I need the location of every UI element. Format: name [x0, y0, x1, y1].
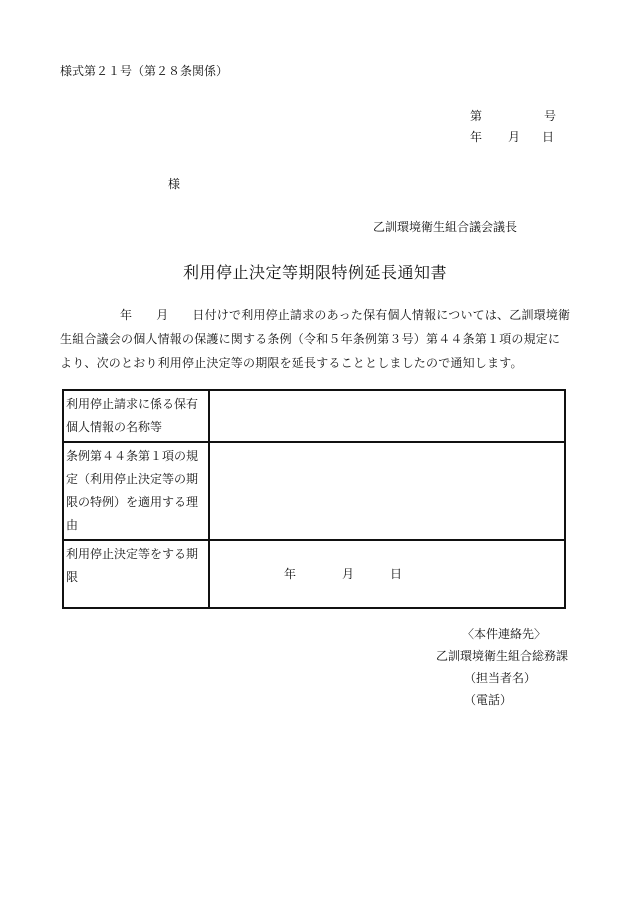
table-row — [63, 442, 565, 540]
date-month: 月 — [508, 130, 521, 144]
row-label: 利用停止決定等をする期限 — [63, 540, 209, 608]
deadline-value — [209, 540, 565, 608]
sender: 乙訓環境衛生組合議会議長 — [373, 220, 518, 234]
deadline-year: 年 — [284, 566, 297, 581]
deadline-day: 日 — [390, 566, 403, 581]
info-table — [62, 389, 566, 609]
row-label: 条例第４４条第１項の規定（利用停止決定等の期限の特例）を適用する理由 — [63, 442, 209, 540]
recipient: 様 — [168, 177, 181, 191]
deadline-month: 月 — [342, 566, 355, 581]
row-value — [209, 390, 565, 442]
row-label: 利用停止請求に係る保有個人情報の名称等 — [63, 390, 209, 442]
contact-block — [436, 623, 569, 711]
number-prefix: 第 — [470, 109, 483, 123]
document-number — [470, 107, 556, 124]
body-year: 年 — [120, 308, 133, 322]
contact-heading: 〈本件連絡先〉 — [462, 627, 547, 641]
row-value — [209, 442, 565, 540]
document-title: 利用停止決定等期限特例延長通知書 — [182, 263, 447, 282]
contact-department: 乙訓環境衛生組合総務課 — [436, 649, 569, 663]
date-day: 日 — [542, 130, 555, 144]
form-number: 様式第２１号（第２８条関係） — [60, 64, 229, 78]
body-month: 月 — [156, 308, 169, 322]
contact-phone: （電話） — [464, 693, 513, 707]
number-suffix: 号 — [544, 109, 557, 123]
body-text: 日付けで利用停止請求のあった保有個人情報については、乙訓環境衛生組合議会の個人情報の保護に関する条例（令和５年条例第３号）第４４条第１項の規定により、次のとおり利用停止決定等の期限を延長することとしましたので通知します。 — [60, 308, 571, 370]
table-row — [63, 540, 565, 608]
contact-person: （担当者名） — [464, 671, 537, 685]
table-row — [63, 390, 565, 442]
document-date — [470, 128, 554, 145]
body-paragraph — [60, 303, 572, 375]
date-year: 年 — [470, 130, 483, 144]
